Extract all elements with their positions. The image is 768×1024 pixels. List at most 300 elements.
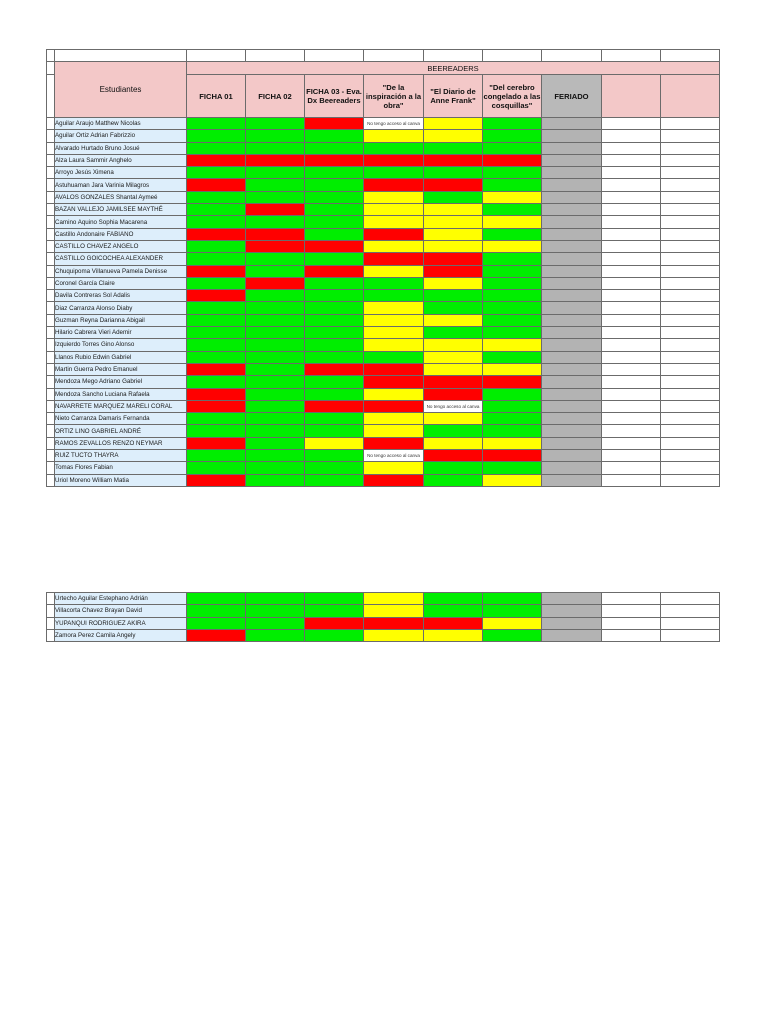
status-cell[interactable] — [424, 253, 483, 265]
status-cell[interactable] — [424, 339, 483, 351]
status-cell[interactable] — [542, 327, 602, 339]
column-header-2[interactable]: FICHA 02 — [246, 75, 305, 118]
status-cell[interactable] — [424, 130, 483, 142]
status-cell[interactable] — [246, 617, 305, 629]
status-cell[interactable] — [661, 142, 720, 154]
status-cell[interactable] — [187, 593, 246, 605]
status-cell[interactable] — [542, 400, 602, 412]
status-cell[interactable] — [602, 327, 661, 339]
status-cell[interactable] — [542, 142, 602, 154]
status-cell[interactable] — [305, 437, 364, 449]
status-cell[interactable] — [424, 154, 483, 166]
status-cell[interactable] — [246, 450, 305, 462]
status-cell[interactable] — [364, 191, 424, 203]
status-cell[interactable] — [246, 216, 305, 228]
status-cell[interactable] — [187, 388, 246, 400]
status-cell[interactable] — [305, 191, 364, 203]
status-cell[interactable] — [364, 327, 424, 339]
status-cell[interactable] — [187, 376, 246, 388]
status-cell[interactable] — [542, 314, 602, 326]
status-cell[interactable] — [364, 277, 424, 289]
status-cell[interactable] — [305, 413, 364, 425]
status-cell[interactable] — [661, 413, 720, 425]
status-cell[interactable] — [364, 437, 424, 449]
status-cell[interactable] — [246, 629, 305, 641]
student-name-cell[interactable]: Diaz Carranza Alonso Diaby — [55, 302, 187, 314]
status-cell[interactable] — [246, 462, 305, 474]
status-cell[interactable] — [602, 118, 661, 130]
status-cell[interactable] — [246, 314, 305, 326]
student-name-cell[interactable]: Uriol Moreno William Matia — [55, 474, 187, 486]
status-cell[interactable] — [542, 265, 602, 277]
status-cell[interactable] — [602, 130, 661, 142]
status-cell[interactable] — [542, 437, 602, 449]
student-name-cell[interactable]: Mendoza Sancho Luciana Rafaela — [55, 388, 187, 400]
status-cell[interactable] — [424, 425, 483, 437]
status-cell[interactable] — [246, 474, 305, 486]
status-cell[interactable] — [364, 629, 424, 641]
status-cell[interactable] — [483, 363, 542, 375]
student-name-cell[interactable]: YUPANQUI RODRIGUEZ AKIRA — [55, 617, 187, 629]
student-name-cell[interactable]: Izquierdo Torres Gino Alonso — [55, 339, 187, 351]
status-cell[interactable] — [483, 191, 542, 203]
student-name-cell[interactable]: Castillo Andonaire FABIANO — [55, 228, 187, 240]
student-name-cell[interactable]: Aguilar Araujo Matthew Nicolas — [55, 118, 187, 130]
status-cell[interactable] — [187, 265, 246, 277]
student-name-cell[interactable]: Nieto Carranza Damaris Fernanda — [55, 413, 187, 425]
status-cell[interactable] — [424, 617, 483, 629]
column-header-1[interactable]: FICHA 01 — [187, 75, 246, 118]
status-cell[interactable] — [246, 388, 305, 400]
status-cell[interactable] — [661, 167, 720, 179]
status-cell[interactable] — [305, 314, 364, 326]
status-cell[interactable] — [424, 593, 483, 605]
status-cell[interactable] — [424, 605, 483, 617]
student-name-cell[interactable]: CASTILLO CHAVEZ ANGELO — [55, 240, 187, 252]
status-cell[interactable] — [483, 351, 542, 363]
status-cell[interactable] — [602, 191, 661, 203]
status-cell[interactable] — [305, 327, 364, 339]
status-cell[interactable] — [305, 216, 364, 228]
status-cell[interactable] — [602, 142, 661, 154]
status-cell[interactable] — [542, 228, 602, 240]
status-cell[interactable] — [602, 629, 661, 641]
status-cell[interactable] — [602, 617, 661, 629]
status-cell[interactable] — [305, 593, 364, 605]
status-cell[interactable] — [483, 118, 542, 130]
status-cell[interactable] — [483, 179, 542, 191]
status-cell[interactable] — [661, 118, 720, 130]
status-cell[interactable] — [187, 204, 246, 216]
status-cell[interactable] — [364, 339, 424, 351]
status-cell[interactable] — [661, 253, 720, 265]
status-cell[interactable] — [424, 265, 483, 277]
status-cell[interactable] — [483, 474, 542, 486]
status-cell[interactable] — [542, 191, 602, 203]
status-cell[interactable] — [364, 314, 424, 326]
status-cell[interactable] — [305, 142, 364, 154]
status-cell[interactable] — [542, 240, 602, 252]
status-cell[interactable] — [542, 593, 602, 605]
student-name-cell[interactable]: AVALOS GONZALES Shantal Aymeé — [55, 191, 187, 203]
status-cell[interactable] — [661, 363, 720, 375]
status-cell[interactable] — [542, 216, 602, 228]
status-cell[interactable] — [542, 376, 602, 388]
status-cell[interactable] — [305, 154, 364, 166]
status-cell[interactable] — [187, 314, 246, 326]
student-name-cell[interactable]: RUIZ TUCTO THAYRA — [55, 450, 187, 462]
status-cell[interactable] — [246, 351, 305, 363]
column-header-8[interactable] — [602, 75, 661, 118]
student-name-cell[interactable]: Alvarado Hurtado Bruno Josué — [55, 142, 187, 154]
status-cell[interactable] — [364, 351, 424, 363]
status-cell[interactable] — [364, 605, 424, 617]
status-cell[interactable] — [424, 228, 483, 240]
status-cell[interactable] — [661, 462, 720, 474]
student-name-cell[interactable]: ORTIZ LINO GABRIEL ANDRÉ — [55, 425, 187, 437]
status-cell[interactable] — [661, 191, 720, 203]
column-header-5[interactable]: "El Diario de Anne Frank" — [424, 75, 483, 118]
status-cell[interactable] — [305, 179, 364, 191]
status-cell[interactable] — [246, 413, 305, 425]
status-cell[interactable] — [305, 339, 364, 351]
status-cell[interactable] — [305, 450, 364, 462]
status-cell[interactable] — [483, 339, 542, 351]
status-cell[interactable] — [424, 437, 483, 449]
status-cell[interactable] — [602, 363, 661, 375]
status-cell[interactable] — [246, 154, 305, 166]
status-cell[interactable] — [364, 228, 424, 240]
status-cell[interactable] — [602, 474, 661, 486]
empty-cell[interactable] — [55, 50, 187, 62]
status-cell[interactable] — [602, 265, 661, 277]
status-cell[interactable] — [424, 118, 483, 130]
status-cell[interactable] — [483, 400, 542, 412]
status-cell[interactable] — [305, 388, 364, 400]
status-cell[interactable] — [661, 314, 720, 326]
status-cell[interactable] — [187, 437, 246, 449]
student-name-cell[interactable]: Hilario Cabrera Vieri Ademir — [55, 327, 187, 339]
status-cell[interactable] — [661, 130, 720, 142]
status-cell[interactable] — [542, 425, 602, 437]
status-cell[interactable] — [246, 253, 305, 265]
status-cell[interactable] — [246, 339, 305, 351]
status-cell[interactable] — [602, 351, 661, 363]
status-cell[interactable] — [246, 277, 305, 289]
status-cell[interactable] — [483, 130, 542, 142]
status-cell[interactable] — [364, 154, 424, 166]
status-cell[interactable] — [542, 118, 602, 130]
status-cell[interactable] — [602, 154, 661, 166]
status-cell[interactable] — [364, 593, 424, 605]
status-cell[interactable] — [602, 400, 661, 412]
status-cell[interactable] — [305, 118, 364, 130]
status-cell[interactable] — [542, 302, 602, 314]
status-cell[interactable] — [364, 388, 424, 400]
status-cell[interactable] — [602, 253, 661, 265]
status-cell[interactable] — [246, 191, 305, 203]
status-cell[interactable] — [364, 130, 424, 142]
status-cell[interactable] — [187, 130, 246, 142]
status-cell[interactable] — [424, 462, 483, 474]
student-name-cell[interactable]: Alza Laura Sammir Anghelo — [55, 154, 187, 166]
student-name-cell[interactable]: Astuhuaman Jara Varinia Milagros — [55, 179, 187, 191]
status-cell[interactable] — [187, 400, 246, 412]
status-cell[interactable] — [483, 277, 542, 289]
student-name-cell[interactable]: Llanos Rubio Edwin Gabriel — [55, 351, 187, 363]
status-cell[interactable] — [602, 462, 661, 474]
status-cell[interactable] — [602, 593, 661, 605]
student-name-cell[interactable]: CASTILLO GOICOCHEA ALEXANDER — [55, 253, 187, 265]
column-header-4[interactable]: "De la inspiración a la obra" — [364, 75, 424, 118]
status-cell[interactable] — [305, 240, 364, 252]
status-cell[interactable] — [483, 314, 542, 326]
status-cell[interactable] — [246, 400, 305, 412]
status-cell[interactable] — [483, 204, 542, 216]
student-name-cell[interactable]: BAZAN VALLEJO JAMILSEE MAYTHÉ — [55, 204, 187, 216]
status-cell[interactable] — [424, 302, 483, 314]
status-cell[interactable] — [187, 179, 246, 191]
status-cell[interactable] — [187, 228, 246, 240]
status-cell[interactable] — [424, 142, 483, 154]
status-cell[interactable] — [246, 118, 305, 130]
status-cell[interactable] — [661, 339, 720, 351]
status-cell[interactable] — [246, 327, 305, 339]
status-cell[interactable] — [661, 605, 720, 617]
students-header[interactable]: Estudiantes — [55, 62, 187, 118]
status-cell[interactable] — [246, 240, 305, 252]
status-cell[interactable] — [246, 290, 305, 302]
status-cell[interactable] — [246, 437, 305, 449]
status-cell[interactable] — [483, 413, 542, 425]
status-cell[interactable] — [424, 376, 483, 388]
status-cell[interactable] — [483, 425, 542, 437]
student-name-cell[interactable]: Villacorta Chavez Brayan David — [55, 605, 187, 617]
status-cell[interactable] — [661, 204, 720, 216]
status-cell[interactable] — [602, 413, 661, 425]
status-cell[interactable] — [661, 388, 720, 400]
status-cell[interactable] — [661, 228, 720, 240]
status-cell[interactable] — [661, 290, 720, 302]
status-cell[interactable] — [483, 290, 542, 302]
status-cell[interactable] — [483, 240, 542, 252]
status-cell[interactable] — [483, 462, 542, 474]
status-cell[interactable] — [305, 605, 364, 617]
status-cell[interactable] — [483, 629, 542, 641]
status-cell[interactable] — [542, 167, 602, 179]
status-cell[interactable] — [424, 629, 483, 641]
status-cell[interactable] — [483, 167, 542, 179]
status-cell[interactable] — [602, 314, 661, 326]
status-cell[interactable] — [661, 351, 720, 363]
status-cell[interactable] — [483, 388, 542, 400]
status-cell[interactable] — [661, 277, 720, 289]
status-cell[interactable] — [364, 462, 424, 474]
status-cell[interactable] — [602, 437, 661, 449]
status-cell[interactable] — [602, 450, 661, 462]
status-cell[interactable] — [602, 228, 661, 240]
status-cell[interactable] — [364, 400, 424, 412]
status-cell[interactable] — [483, 228, 542, 240]
status-cell[interactable] — [305, 204, 364, 216]
status-cell[interactable] — [187, 167, 246, 179]
status-cell[interactable] — [305, 130, 364, 142]
status-cell[interactable] — [661, 179, 720, 191]
status-cell[interactable] — [187, 339, 246, 351]
status-cell[interactable] — [602, 216, 661, 228]
status-cell[interactable] — [305, 302, 364, 314]
status-cell[interactable] — [542, 388, 602, 400]
status-cell[interactable] — [246, 204, 305, 216]
note-cell[interactable]: No tengo acceso al canva — [364, 118, 424, 130]
status-cell[interactable] — [364, 167, 424, 179]
status-cell[interactable] — [364, 617, 424, 629]
status-cell[interactable] — [661, 302, 720, 314]
status-cell[interactable] — [246, 130, 305, 142]
beereaders-group-header[interactable]: BEEREADERS — [187, 62, 720, 75]
student-name-cell[interactable]: Davila Contreras Sol Adalis — [55, 290, 187, 302]
status-cell[interactable] — [364, 240, 424, 252]
status-cell[interactable] — [187, 142, 246, 154]
status-cell[interactable] — [424, 179, 483, 191]
status-cell[interactable] — [542, 462, 602, 474]
student-name-cell[interactable]: Chuquipoma Villanueva Pamela Denisse — [55, 265, 187, 277]
student-name-cell[interactable]: NAVARRETE MARQUEZ MARELI CORAL — [55, 400, 187, 412]
status-cell[interactable] — [542, 363, 602, 375]
student-name-cell[interactable]: RAMOS ZEVALLOS RENZO NEYMAR — [55, 437, 187, 449]
status-cell[interactable] — [187, 154, 246, 166]
status-cell[interactable] — [602, 339, 661, 351]
status-cell[interactable] — [483, 265, 542, 277]
status-cell[interactable] — [187, 302, 246, 314]
status-cell[interactable] — [305, 617, 364, 629]
status-cell[interactable] — [424, 363, 483, 375]
note-cell[interactable]: No tengo acceso al canva — [424, 400, 483, 412]
status-cell[interactable] — [661, 450, 720, 462]
status-cell[interactable] — [661, 593, 720, 605]
status-cell[interactable] — [424, 277, 483, 289]
column-header-7[interactable]: FERIADO — [542, 75, 602, 118]
status-cell[interactable] — [246, 605, 305, 617]
status-cell[interactable] — [305, 228, 364, 240]
status-cell[interactable] — [483, 450, 542, 462]
status-cell[interactable] — [483, 216, 542, 228]
status-cell[interactable] — [542, 154, 602, 166]
status-cell[interactable] — [305, 376, 364, 388]
status-cell[interactable] — [187, 425, 246, 437]
status-cell[interactable] — [661, 376, 720, 388]
status-cell[interactable] — [305, 425, 364, 437]
status-cell[interactable] — [661, 327, 720, 339]
status-cell[interactable] — [661, 425, 720, 437]
status-cell[interactable] — [483, 376, 542, 388]
student-name-cell[interactable]: Guzman Reyna Darianna Abigail — [55, 314, 187, 326]
status-cell[interactable] — [424, 327, 483, 339]
student-name-cell[interactable]: Tomas Flores Fabian — [55, 462, 187, 474]
status-cell[interactable] — [542, 413, 602, 425]
status-cell[interactable] — [364, 265, 424, 277]
status-cell[interactable] — [187, 413, 246, 425]
status-cell[interactable] — [424, 191, 483, 203]
status-cell[interactable] — [542, 605, 602, 617]
status-cell[interactable] — [483, 142, 542, 154]
status-cell[interactable] — [661, 474, 720, 486]
status-cell[interactable] — [187, 605, 246, 617]
status-cell[interactable] — [187, 462, 246, 474]
status-cell[interactable] — [542, 339, 602, 351]
status-cell[interactable] — [424, 314, 483, 326]
status-cell[interactable] — [424, 413, 483, 425]
status-cell[interactable] — [305, 167, 364, 179]
status-cell[interactable] — [305, 400, 364, 412]
status-cell[interactable] — [305, 290, 364, 302]
status-cell[interactable] — [364, 290, 424, 302]
status-cell[interactable] — [305, 462, 364, 474]
status-cell[interactable] — [602, 605, 661, 617]
student-name-cell[interactable]: Arroyo Jesús Ximena — [55, 167, 187, 179]
note-cell[interactable]: No tengo acceso al canva — [364, 450, 424, 462]
status-cell[interactable] — [602, 179, 661, 191]
status-cell[interactable] — [364, 413, 424, 425]
status-cell[interactable] — [661, 240, 720, 252]
status-cell[interactable] — [542, 253, 602, 265]
status-cell[interactable] — [187, 474, 246, 486]
status-cell[interactable] — [602, 240, 661, 252]
status-cell[interactable] — [661, 400, 720, 412]
status-cell[interactable] — [364, 376, 424, 388]
status-cell[interactable] — [305, 253, 364, 265]
status-cell[interactable] — [187, 240, 246, 252]
status-cell[interactable] — [602, 425, 661, 437]
status-cell[interactable] — [187, 216, 246, 228]
column-header-6[interactable]: "Del cerebro congelado a las cosquillas" — [483, 75, 542, 118]
status-cell[interactable] — [187, 363, 246, 375]
status-cell[interactable] — [305, 277, 364, 289]
status-cell[interactable] — [424, 388, 483, 400]
status-cell[interactable] — [483, 154, 542, 166]
status-cell[interactable] — [305, 351, 364, 363]
column-header-3[interactable]: FICHA 03 - Eva. Dx Beereaders — [305, 75, 364, 118]
status-cell[interactable] — [364, 179, 424, 191]
status-cell[interactable] — [661, 437, 720, 449]
status-cell[interactable] — [246, 302, 305, 314]
status-cell[interactable] — [246, 179, 305, 191]
student-name-cell[interactable]: Martin Guerra Pedro Emanuel — [55, 363, 187, 375]
status-cell[interactable] — [305, 363, 364, 375]
status-cell[interactable] — [187, 191, 246, 203]
status-cell[interactable] — [246, 228, 305, 240]
status-cell[interactable] — [424, 167, 483, 179]
status-cell[interactable] — [246, 425, 305, 437]
status-cell[interactable] — [602, 290, 661, 302]
student-name-cell[interactable]: Zamora Perez Camila Angely — [55, 629, 187, 641]
status-cell[interactable] — [542, 277, 602, 289]
status-cell[interactable] — [246, 265, 305, 277]
status-cell[interactable] — [483, 327, 542, 339]
status-cell[interactable] — [542, 617, 602, 629]
status-cell[interactable] — [542, 450, 602, 462]
status-cell[interactable] — [542, 130, 602, 142]
student-name-cell[interactable]: Mendoza Mego Adriano Gabriel — [55, 376, 187, 388]
status-cell[interactable] — [187, 351, 246, 363]
status-cell[interactable] — [483, 605, 542, 617]
status-cell[interactable] — [661, 629, 720, 641]
status-cell[interactable] — [246, 167, 305, 179]
status-cell[interactable] — [602, 376, 661, 388]
status-cell[interactable] — [483, 253, 542, 265]
status-cell[interactable] — [424, 351, 483, 363]
status-cell[interactable] — [187, 290, 246, 302]
